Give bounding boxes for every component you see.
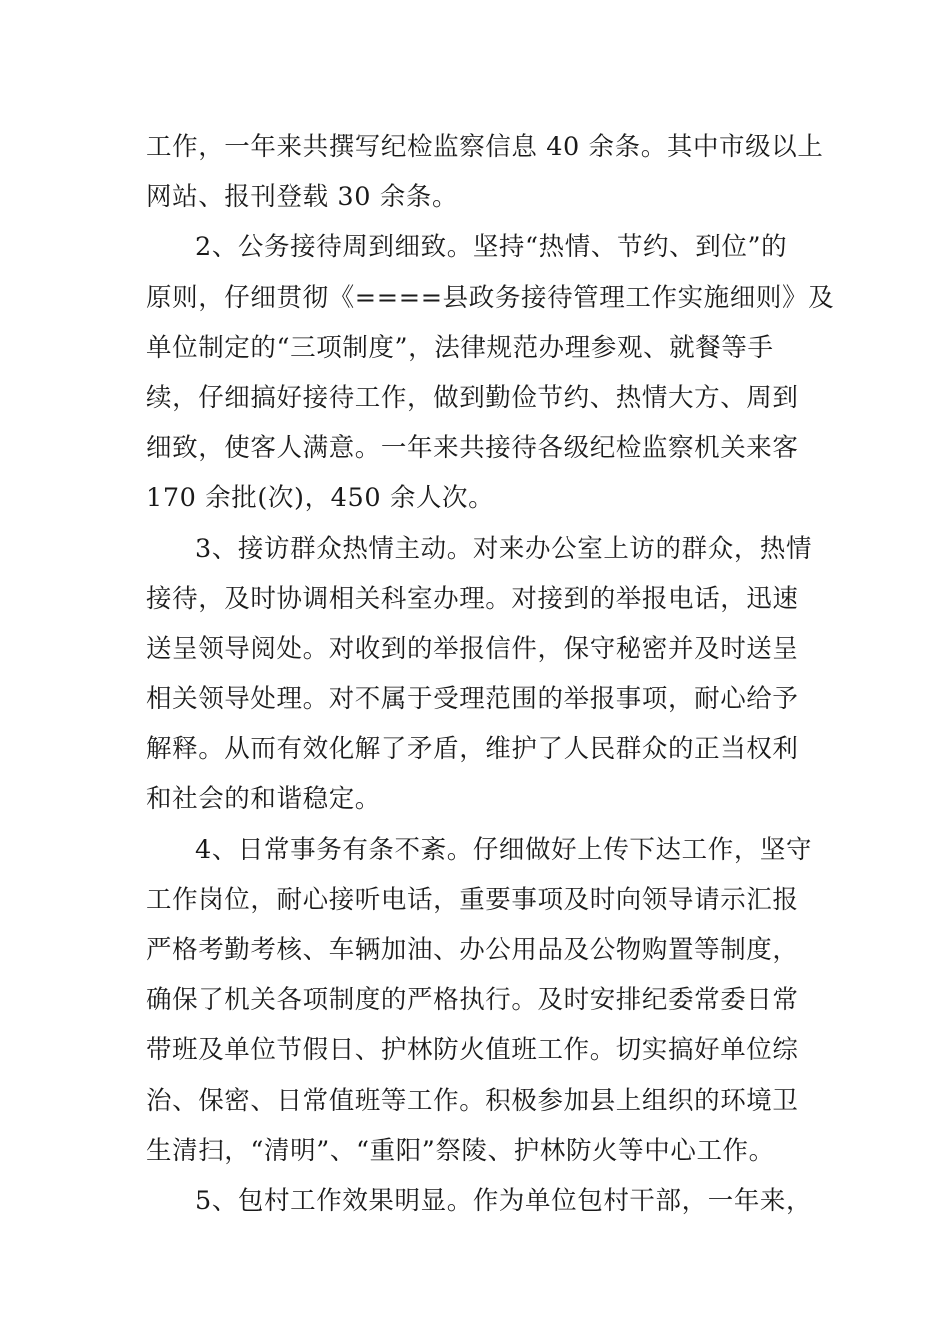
paragraph-start-line: 2、公务接待周到细致。坚持“热情、节约、到位”的 [195,232,788,263]
text-line: 和社会的和谐稳定。 [146,784,381,815]
text-line: 接待，及时协调相关科室办理。对接到的举报电话，迅速 [146,583,799,614]
text-line: 生清扫，“清明”、“重阳”祭陵、护林防火等中心工作。 [146,1135,775,1166]
text-line: 细致，使客人满意。一年来共接待各级纪检监察机关来客 [146,433,799,464]
text-line: 带班及单位节假日、护林防火值班工作。切实搞好单位综 [146,1035,799,1066]
text-line: 单位制定的“三项制度”，法律规范办理参观、就餐等手 [146,332,774,363]
text-line: 原则，仔细贯彻《====县政务接待管理工作实施细则》及 [146,282,835,313]
text-line: 严格考勤考核、车辆加油、办公用品及公物购置等制度， [146,935,799,965]
text-line: 解释。从而有效化解了矛盾，维护了人民群众的正当权利 [146,734,799,765]
paragraph-start-line: 5、包村工作效果明显。作为单位包村干部，一年来， [195,1185,813,1216]
body-text [146,122,835,1226]
text-line: 相关领导处理。对不属于受理范围的举报事项，耐心给予 [146,684,799,715]
text-line: 网站、报刊登载 30 余条。 [146,182,459,213]
paragraph-start-line: 4、日常事务有条不紊。仔细做好上传下达工作，坚守 [195,834,813,865]
text-line: 送呈领导阅处。对收到的举报信件，保守秘密并及时送呈 [146,633,799,664]
text-line: 工作岗位，耐心接听电话，重要事项及时向领导请示汇报 [146,884,799,915]
text-line: 确保了机关各项制度的严格执行。及时安排纪委常委日常 [146,985,799,1016]
text-line: 治、保密、日常值班等工作。积极参加县上组织的环境卫 [146,1085,799,1116]
text-line: 续，仔细搞好接待工作，做到勤俭节约、热情大方、周到 [146,382,799,413]
paragraph-start-line: 3、接访群众热情主动。对来办公室上访的群众，热情 [195,533,813,564]
text-line: 170 余批(次)，450 余人次。 [146,483,495,514]
text-line: 工作，一年来共撰写纪检监察信息 40 余条。其中市级以上 [146,132,824,162]
